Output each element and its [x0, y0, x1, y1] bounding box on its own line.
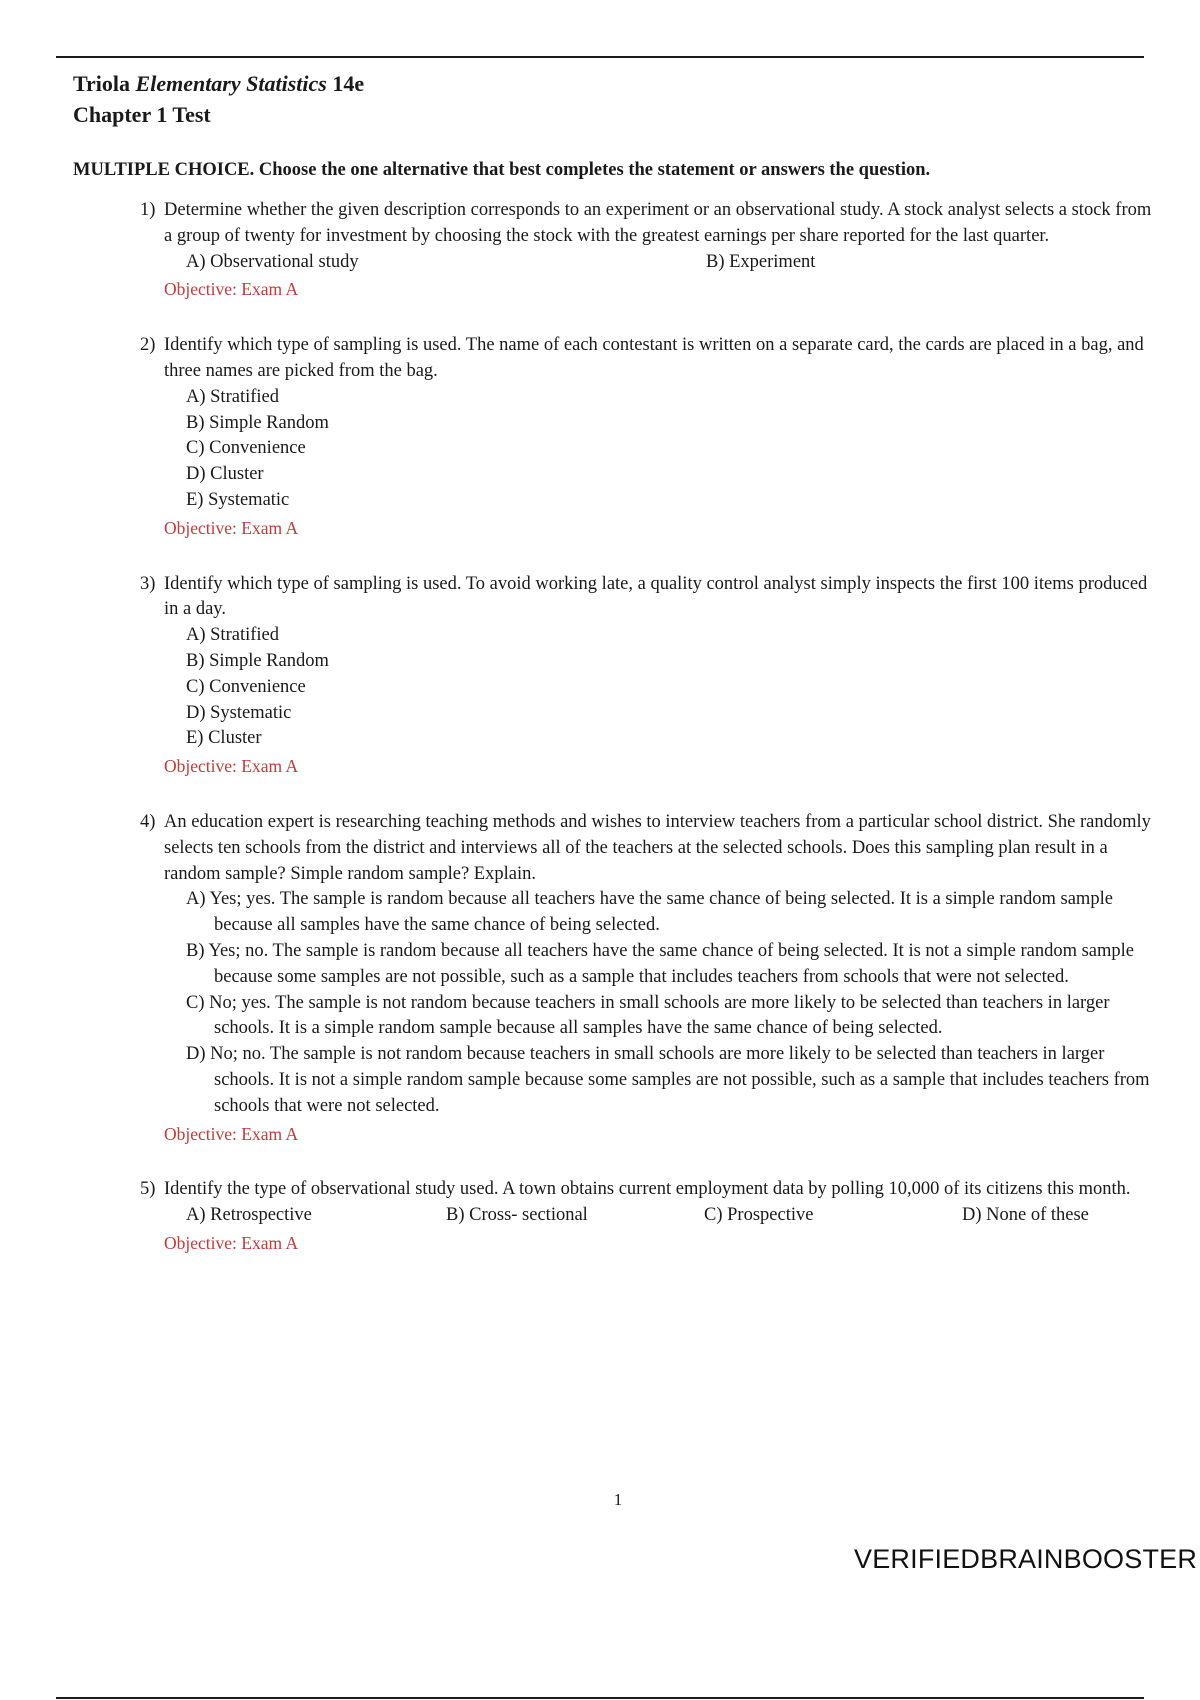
objective-label: Objective: Exam A: [164, 279, 299, 300]
answer-option-c: C) Convenience: [186, 438, 306, 459]
objective-label: Objective: Exam A: [164, 756, 299, 777]
question-list: [140, 198, 1160, 1257]
answer-option-b: B) Yes; no. The sample is random because all teachers have the same chance of being selected. It is not a simple random sample because some samples are not possible, such as a sample that includes teachers from schools that were not selected.: [186, 940, 1135, 987]
answer-option-b: B) Simple Random: [186, 412, 329, 433]
answer-option-c: C) Prospective: [704, 1205, 814, 1226]
document-header: [73, 68, 364, 130]
answer-options: [186, 385, 1160, 514]
question-text: Identify the type of observational study used. A town obtains current employment data by polling 10,000 of its citizens this month.: [164, 1179, 1131, 1200]
question-text: Identify which type of sampling is used. To avoid working late, a quality control analyst simply inspects the first 100 items produced in a day.: [164, 573, 1148, 620]
answer-option-d: D) Cluster: [186, 464, 264, 485]
edition: 14e: [332, 71, 365, 96]
answer-option-a: A) Observational study: [186, 251, 359, 272]
answer-option-a: A) Retrospective: [186, 1205, 312, 1226]
question-text: Determine whether the given description corresponds to an experiment or an observational study. A stock analyst selects a stock from a group of twenty for investment by choosing the stock with the greatest earnings per share reported for the last quarter.: [164, 200, 1152, 246]
instructions-text: Choose the one alternative that best completes the statement or answers the question.: [258, 160, 931, 180]
answer-option-e: E) Systematic: [186, 489, 290, 510]
answer-option-c: C) Convenience: [186, 676, 306, 697]
answer-option-d: D) Systematic: [186, 702, 292, 723]
question-number: 2): [140, 335, 156, 356]
answer-option-a: A) Stratified: [186, 386, 279, 407]
chapter-title: Chapter 1 Test: [73, 102, 211, 127]
question-3: [140, 572, 1160, 780]
question-5: [140, 1177, 1160, 1256]
answer-option-e: E) Cluster: [186, 728, 262, 749]
answer-option-d: D) No; no. The sample is not random because teachers in small schools are more likely to be selected than teachers in larger schools. It is not a simple random sample because some samples are not possible, such as a sample that includes teachers from schools that were not selected.: [186, 1044, 1150, 1116]
question-number: 3): [140, 573, 156, 594]
answer-option-b: B) Cross- sectional: [446, 1205, 588, 1226]
book-title: Elementary Statistics: [135, 71, 327, 96]
question-text: An education expert is researching teaching methods and wishes to interview teachers from a particular school district. She randomly selects ten schools from the district and interviews all of the teachers at the selected schools. Does this sampling plan result in a random sample? Simple random sample? Explain.: [164, 811, 1151, 884]
book-line: [73, 68, 364, 99]
question-1: [140, 198, 1160, 303]
answer-options: [186, 1203, 1160, 1229]
question-number: 4): [140, 811, 156, 832]
question-4: [140, 810, 1160, 1147]
author: Triola: [73, 71, 131, 96]
objective-label: Objective: Exam A: [164, 517, 299, 538]
question-text: Identify which type of sampling is used. The name of each contestant is written on a separate card, the cards are placed in a bag, and three names are picked from the bag.: [164, 335, 1144, 381]
answer-option-b: B) Simple Random: [186, 650, 329, 671]
question-2: [140, 333, 1160, 541]
objective-label: Objective: Exam A: [164, 1232, 299, 1253]
answer-options: [186, 623, 1160, 752]
answer-option-a: A) Stratified: [186, 625, 279, 646]
watermark: VERIFIEDBRAINBOOSTER: [854, 1544, 1198, 1574]
answer-option-c: C) No; yes. The sample is not random because teachers in small schools are more likely to be selected than teachers in larger schools. It is a simple random sample because all samples have the same chance of being selected.: [186, 992, 1110, 1039]
page-number: 1: [613, 1490, 623, 1509]
answer-options: [186, 250, 1160, 276]
objective-label: Objective: Exam A: [164, 1123, 299, 1144]
answer-option-b: B) Experiment: [706, 251, 816, 272]
top-rule: [56, 56, 1144, 58]
question-number: 5): [140, 1179, 156, 1200]
bottom-rule: [56, 1697, 1144, 1699]
instructions: [73, 157, 930, 183]
answer-options: [186, 887, 1160, 1119]
answer-option-a: A) Yes; yes. The sample is random because all teachers have the same chance of being selected. It is a simple random sample because all samples have the same chance of being selected.: [186, 889, 1113, 936]
question-number: 1): [140, 200, 156, 220]
instructions-lead: MULTIPLE CHOICE.: [73, 160, 255, 180]
answer-option-d: D) None of these: [962, 1205, 1089, 1226]
